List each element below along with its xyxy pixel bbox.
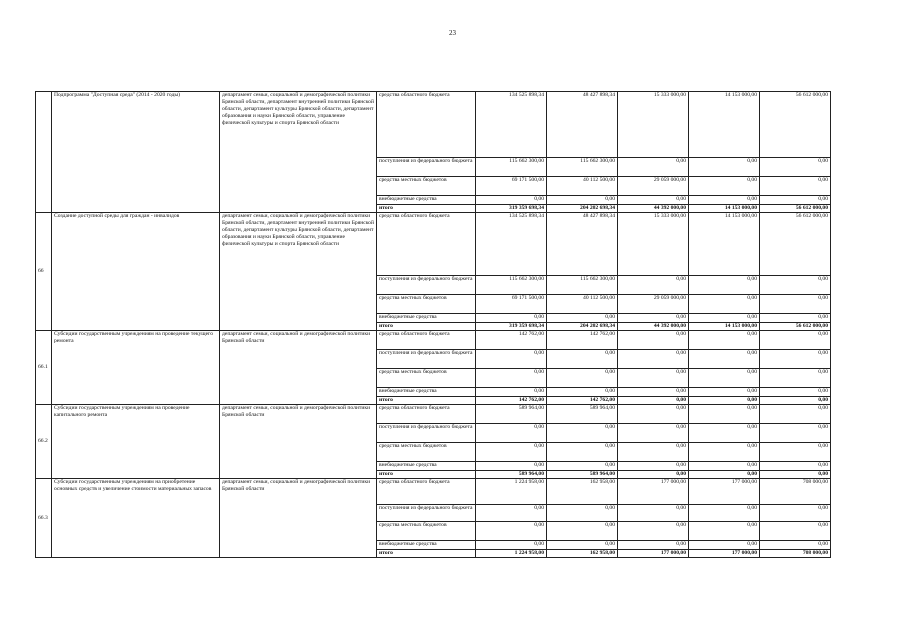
amount-cell: 0,00 [618, 388, 689, 397]
page-number: 23 [449, 29, 456, 37]
amount-cell: 115 662 300,00 [547, 276, 618, 295]
amount-cell: 0,00 [476, 314, 547, 323]
funding-source: средства местных бюджетов [377, 443, 476, 462]
amount-cell: 14 153 000,00 [689, 205, 760, 213]
amount-cell: 0,00 [760, 331, 831, 350]
item-number: 66.3 [36, 479, 52, 558]
amount-cell: 1 224 958,00 [476, 550, 547, 558]
amount-cell: 0,00 [689, 541, 760, 550]
amount-cell: 0,00 [760, 471, 831, 479]
item-number: 66.2 [36, 405, 52, 479]
amount-cell: 589 964,00 [547, 405, 618, 424]
funding-source: поступления из федерального бюджета [377, 276, 476, 295]
amount-cell: 0,00 [476, 196, 547, 205]
amount-cell: 48 427 898,34 [547, 213, 618, 276]
amount-cell: 48 427 898,34 [547, 92, 618, 158]
amount-cell: 0,00 [689, 443, 760, 462]
item-executor: департамент семьи, социальной и демографической политики Брянской области [220, 405, 377, 479]
amount-cell: 0,00 [618, 541, 689, 550]
funding-source: итого [377, 397, 476, 405]
amount-cell: 0,00 [618, 471, 689, 479]
amount-cell: 0,00 [760, 388, 831, 397]
amount-cell: 56 612 000,00 [760, 213, 831, 276]
amount-cell: 0,00 [618, 196, 689, 205]
amount-cell: 0,00 [547, 369, 618, 388]
amount-cell: 0,00 [760, 295, 831, 314]
amount-cell: 0,00 [760, 158, 831, 177]
amount-cell: 0,00 [547, 541, 618, 550]
amount-cell: 0,00 [689, 397, 760, 405]
funding-source: средства областного бюджета [377, 213, 476, 276]
amount-cell: 0,00 [618, 369, 689, 388]
amount-cell: 0,00 [476, 522, 547, 541]
amount-cell: 0,00 [760, 505, 831, 522]
amount-cell: 589 964,00 [476, 405, 547, 424]
amount-cell: 0,00 [547, 350, 618, 369]
amount-cell: 0,00 [760, 196, 831, 205]
amount-cell: 0,00 [618, 405, 689, 424]
amount-cell: 162 958,00 [547, 479, 618, 505]
amount-cell: 0,00 [618, 331, 689, 350]
amount-cell: 0,00 [689, 388, 760, 397]
funding-source: внебюджетные средства [377, 388, 476, 397]
amount-cell: 0,00 [476, 424, 547, 443]
funding-source: внебюджетные средства [377, 196, 476, 205]
amount-cell: 0,00 [689, 462, 760, 471]
amount-cell: 0,00 [476, 505, 547, 522]
amount-cell: 0,00 [547, 443, 618, 462]
amount-cell: 14 153 000,00 [689, 323, 760, 331]
amount-cell: 0,00 [476, 462, 547, 471]
item-name: Субсидии государственным учреждениям на проведение капитального ремонта [52, 405, 220, 479]
item-name: Субсидии государственным учреждениям на приобретение основных средств и увеличение стоимости материальных запасов [52, 479, 220, 558]
item-executor: департамент семьи, социальной и демографической политики Брянской области [220, 479, 377, 558]
amount-cell: 134 525 898,34 [476, 92, 547, 158]
funding-source: средства областного бюджета [377, 331, 476, 350]
amount-cell: 69 171 500,00 [476, 295, 547, 314]
amount-cell: 0,00 [618, 158, 689, 177]
amount-cell: 15 333 000,00 [618, 92, 689, 158]
funding-source: внебюджетные средства [377, 462, 476, 471]
amount-cell: 0,00 [476, 541, 547, 550]
amount-cell: 589 964,00 [476, 471, 547, 479]
amount-cell: 0,00 [689, 350, 760, 369]
funding-source: итого [377, 550, 476, 558]
amount-cell: 204 202 698,34 [547, 205, 618, 213]
amount-cell: 0,00 [760, 522, 831, 541]
amount-cell: 0,00 [618, 443, 689, 462]
amount-cell: 0,00 [547, 462, 618, 471]
amount-cell: 0,00 [689, 405, 760, 424]
amount-cell: 0,00 [689, 522, 760, 541]
amount-cell: 0,00 [760, 443, 831, 462]
amount-cell: 319 359 698,34 [476, 205, 547, 213]
amount-cell: 115 662 300,00 [547, 158, 618, 177]
amount-cell: 0,00 [689, 471, 760, 479]
funding-source: поступления из федерального бюджета [377, 158, 476, 177]
amount-cell: 0,00 [547, 522, 618, 541]
amount-cell: 0,00 [689, 295, 760, 314]
funding-source: средства местных бюджетов [377, 369, 476, 388]
amount-cell: 40 112 500,00 [547, 177, 618, 196]
item-number: 66 [36, 213, 52, 331]
amount-cell: 0,00 [760, 276, 831, 295]
amount-cell: 0,00 [476, 443, 547, 462]
amount-cell: 708 000,00 [760, 479, 831, 505]
amount-cell: 0,00 [760, 405, 831, 424]
amount-cell: 0,00 [547, 505, 618, 522]
item-name: Создание доступной среды для граждан - инвалидов [52, 213, 220, 331]
amount-cell: 708 000,00 [760, 550, 831, 558]
amount-cell: 0,00 [476, 388, 547, 397]
amount-cell: 15 333 000,00 [618, 213, 689, 276]
amount-cell: 56 612 000,00 [760, 92, 831, 158]
item-executor: департамент семьи, социальной и демографической политики Брянской области, департамент внутренней политики Брянской области, департамент культуры Брянской области, департамент образования и науки Брянской области, управление физической культуры и спорта Брянской области [220, 92, 377, 213]
amount-cell: 0,00 [618, 522, 689, 541]
amount-cell: 0,00 [547, 314, 618, 323]
funding-source: внебюджетные средства [377, 541, 476, 550]
amount-cell: 0,00 [476, 369, 547, 388]
funding-source: поступления из федерального бюджета [377, 424, 476, 443]
funding-source: внебюджетные средства [377, 314, 476, 323]
funding-source: итого [377, 323, 476, 331]
amount-cell: 177 000,00 [618, 479, 689, 505]
funding-row [36, 331, 831, 350]
amount-cell: 142 762,00 [476, 331, 547, 350]
funding-source: средства областного бюджета [377, 92, 476, 158]
amount-cell: 177 000,00 [689, 479, 760, 505]
amount-cell: 115 662 300,00 [476, 276, 547, 295]
amount-cell: 0,00 [760, 462, 831, 471]
item-number [36, 92, 52, 213]
amount-cell: 0,00 [618, 462, 689, 471]
amount-cell: 0,00 [689, 196, 760, 205]
amount-cell: 162 958,00 [547, 550, 618, 558]
amount-cell: 0,00 [689, 177, 760, 196]
amount-cell: 0,00 [689, 331, 760, 350]
amount-cell: 0,00 [689, 369, 760, 388]
amount-cell: 0,00 [760, 369, 831, 388]
amount-cell: 0,00 [689, 424, 760, 443]
funding-source: поступления из федерального бюджета [377, 505, 476, 522]
amount-cell: 1 224 958,00 [476, 479, 547, 505]
funding-row [36, 405, 831, 424]
amount-cell: 0,00 [618, 276, 689, 295]
amount-cell: 0,00 [760, 541, 831, 550]
amount-cell: 0,00 [618, 314, 689, 323]
amount-cell: 0,00 [760, 350, 831, 369]
funding-source: итого [377, 471, 476, 479]
amount-cell: 0,00 [689, 158, 760, 177]
amount-cell: 0,00 [689, 505, 760, 522]
amount-cell: 319 359 698,34 [476, 323, 547, 331]
item-executor: департамент семьи, социальной и демографической политики Брянской области, департамент внутренней политики Брянской области, департамент культуры Брянской области, департамент образования и науки Брянской области, управление физической культуры и спорта Брянской области [220, 213, 377, 331]
amount-cell: 142 762,00 [476, 397, 547, 405]
amount-cell: 204 202 698,34 [547, 323, 618, 331]
funding-source: средства областного бюджета [377, 405, 476, 424]
amount-cell: 29 059 000,00 [618, 177, 689, 196]
amount-cell: 0,00 [760, 424, 831, 443]
amount-cell: 115 662 300,00 [476, 158, 547, 177]
funding-source: поступления из федерального бюджета [377, 350, 476, 369]
amount-cell: 0,00 [760, 397, 831, 405]
amount-cell: 0,00 [618, 350, 689, 369]
item-executor: департамент семьи, социальной и демографической политики Брянской области [220, 331, 377, 405]
amount-cell: 14 153 000,00 [689, 213, 760, 276]
amount-cell: 0,00 [618, 397, 689, 405]
funding-row [36, 213, 831, 276]
amount-cell: 0,00 [547, 196, 618, 205]
item-number: 66.1 [36, 331, 52, 405]
amount-cell: 0,00 [547, 424, 618, 443]
amount-cell: 177 000,00 [618, 550, 689, 558]
amount-cell: 0,00 [760, 314, 831, 323]
item-name: Субсидии государственным учреждениям на проведение текущего ремонта [52, 331, 220, 405]
amount-cell: 29 059 000,00 [618, 295, 689, 314]
budget-table [35, 91, 831, 558]
amount-cell: 177 000,00 [689, 550, 760, 558]
amount-cell: 0,00 [689, 276, 760, 295]
funding-source: средства местных бюджетов [377, 177, 476, 196]
amount-cell: 134 525 898,34 [476, 213, 547, 276]
funding-source: средства местных бюджетов [377, 522, 476, 541]
amount-cell: 0,00 [618, 505, 689, 522]
amount-cell: 589 964,00 [547, 471, 618, 479]
amount-cell: 44 392 000,00 [618, 323, 689, 331]
funding-source: итого [377, 205, 476, 213]
funding-row [36, 479, 831, 505]
item-name: Подпрограмма "Доступная среда" (2014 - 2020 годы) [52, 92, 220, 213]
funding-source: средства местных бюджетов [377, 295, 476, 314]
amount-cell: 0,00 [618, 424, 689, 443]
funding-row [36, 92, 831, 158]
amount-cell: 44 392 000,00 [618, 205, 689, 213]
amount-cell: 0,00 [547, 388, 618, 397]
amount-cell: 56 612 000,00 [760, 205, 831, 213]
amount-cell: 142 762,00 [547, 331, 618, 350]
funding-source: средства областного бюджета [377, 479, 476, 505]
amount-cell: 40 112 500,00 [547, 295, 618, 314]
amount-cell: 0,00 [760, 177, 831, 196]
amount-cell: 69 171 500,00 [476, 177, 547, 196]
amount-cell: 14 153 000,00 [689, 92, 760, 158]
amount-cell: 0,00 [689, 314, 760, 323]
amount-cell: 0,00 [476, 350, 547, 369]
amount-cell: 142 762,00 [547, 397, 618, 405]
amount-cell: 56 612 000,00 [760, 323, 831, 331]
